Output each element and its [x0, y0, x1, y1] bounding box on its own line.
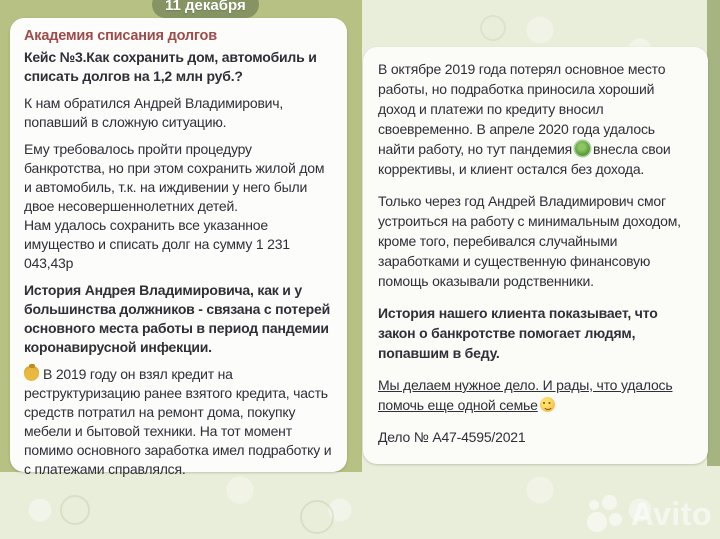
underlined-text: Мы делаем нужное дело. И рады, что удалось помочь еще одной семье [378, 377, 673, 413]
message-bubble-right[interactable] [363, 47, 708, 464]
chat-background-right-edge [707, 0, 720, 466]
sender-name[interactable]: Академия списания долгов [24, 28, 217, 44]
message-bubble-left[interactable] [10, 18, 347, 477]
avito-logo-icon [587, 495, 624, 533]
message-paragraph [378, 375, 693, 415]
background-doodle [480, 15, 506, 41]
background-doodle [60, 495, 90, 525]
virus-emoji [575, 141, 590, 156]
message-paragraph [378, 59, 693, 179]
avito-watermark [587, 495, 712, 533]
message-text: В 2019 году он взял кредит на реструктуризацию ранее взятого кредита, часть средств потратил на ремонт дома, покупку мебели и бытовой техники. На тот момент помимо основного заработка имел подработку и с платежами справлялся. [24, 366, 332, 477]
message-paragraph: История Андрея Владимировича, как и у большинства должников - связана с потерей основного места работы в период пандемии коронавирусной инфекции. [24, 282, 331, 355]
message-paragraph [24, 365, 333, 479]
message-paragraph: Ему требовалось пройти процедуру банкротства, но при этом сохранить жилой дом и автомобиль, т.к. на иждивении у него были двое несовершеннолетних детей. [24, 141, 325, 214]
background-doodle [300, 500, 334, 534]
case-number: Дело № А47-4595/2021 [378, 429, 526, 445]
smiley-emoji [540, 397, 555, 412]
message-paragraph: Кейс №3.Как сохранить дом, автомобиль и списать долгов на 1,2 млн руб.? [24, 49, 317, 84]
message-paragraph: К нам обратился Андрей Владимирович, попавший в сложную ситуацию. [24, 95, 284, 130]
message-text: внесла свои коррективы, и клиент остался без дохода. [378, 141, 671, 177]
message-text: В октябре 2019 года потерял основное место работы, но подработка приносила хороший доход и платежи по кредиту вносил своевременно. В апреле 2020 года удалось найти работу, но тут пандемия [378, 61, 666, 157]
avito-watermark-label: Avito [630, 496, 712, 532]
message-paragraph: Нам удалось сохранить все указанное имущество и списать долг на сумму 1 231 043,43р [24, 217, 290, 271]
date-badge[interactable]: 11 декабря [152, 0, 259, 18]
money-bag-emoji [24, 366, 39, 381]
message-paragraph: История нашего клиента показывает, что закон о банкротстве помогает людям, попавшим в беду. [378, 305, 658, 361]
message-paragraph: Только через год Андрей Владимирович смог устроиться на работу с минимальным доходом, кроме того, перебивался случайными заработками и существенную финансовую помощь оказывали родственники. [378, 193, 681, 289]
